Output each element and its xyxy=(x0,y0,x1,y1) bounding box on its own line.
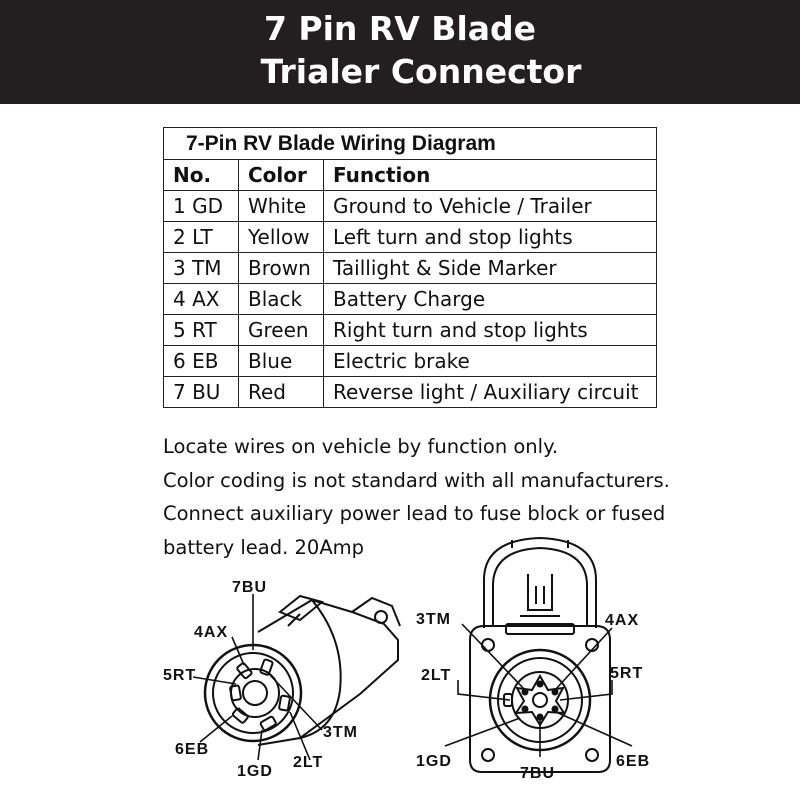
function-cell: Right turn and stop lights xyxy=(324,315,657,346)
wire-color-cell: Black xyxy=(239,284,324,315)
column-header-color: Color xyxy=(239,160,324,191)
function-cell: Taillight & Side Marker xyxy=(324,253,657,284)
socket-leader-lines xyxy=(445,624,632,757)
function-cell: Ground to Vehicle / Trailer xyxy=(324,191,657,222)
pin-number-cell: 2 LT xyxy=(164,222,239,253)
pin-number-cell: 3 TM xyxy=(164,253,239,284)
wire-color-cell: Blue xyxy=(239,346,324,377)
plug-label-4ax: 4AX xyxy=(194,624,229,641)
table-caption: 7-Pin RV Blade Wiring Diagram xyxy=(164,128,657,160)
pin-number-cell: 1 GD xyxy=(164,191,239,222)
pin-number-cell: 6 EB xyxy=(164,346,239,377)
note-line: battery lead. 20Amp xyxy=(163,535,365,559)
wire-color-cell: Green xyxy=(239,315,324,346)
socket-label-7bu: 7BU xyxy=(520,765,556,782)
column-header-no: No. xyxy=(164,160,239,191)
pin-number-cell: 7 BU xyxy=(164,377,239,408)
function-cell: Left turn and stop lights xyxy=(324,222,657,253)
note-line: Color coding is not standard with all manufacturers. xyxy=(163,468,670,492)
note-line: Connect auxiliary power lead to fuse block or fused xyxy=(163,502,666,525)
plug-pin-labels xyxy=(163,579,358,780)
title-line-2: Trialer Connector xyxy=(260,52,582,91)
wire-color-cell: Red xyxy=(239,377,324,408)
socket-label-1gd: 1GD xyxy=(416,753,452,770)
plug-label-5rt: 5RT xyxy=(163,667,197,684)
socket-label-6eb: 6EB xyxy=(616,753,651,770)
plug-label-6eb: 6EB xyxy=(175,741,210,758)
wire-color-cell: Yellow xyxy=(239,222,324,253)
plug-label-2lt: 2LT xyxy=(293,754,324,771)
socket-label-5rt: 5RT xyxy=(610,665,644,682)
note-line: Locate wires on vehicle by function only. xyxy=(163,435,559,458)
wire-color-cell: White xyxy=(239,191,324,222)
plug-label-7bu: 7BU xyxy=(232,579,268,596)
pin-number-cell: 4 AX xyxy=(164,284,239,315)
wire-color-cell: Brown xyxy=(239,253,324,284)
plug-label-3tm: 3TM xyxy=(323,724,358,741)
title-line-1: 7 Pin RV Blade xyxy=(263,9,537,48)
socket-label-4ax: 4AX xyxy=(605,612,640,629)
socket-label-3tm: 3TM xyxy=(416,611,451,628)
trailer-plug-illustration xyxy=(205,596,400,745)
pin-number-cell: 5 RT xyxy=(164,315,239,346)
function-cell: Electric brake xyxy=(324,346,657,377)
function-cell: Reverse light / Auxiliary circuit xyxy=(324,377,657,408)
socket-label-2lt: 2LT xyxy=(421,667,452,684)
function-cell: Battery Charge xyxy=(324,284,657,315)
plug-label-1gd: 1GD xyxy=(237,763,273,780)
column-header-function: Function xyxy=(324,160,657,191)
